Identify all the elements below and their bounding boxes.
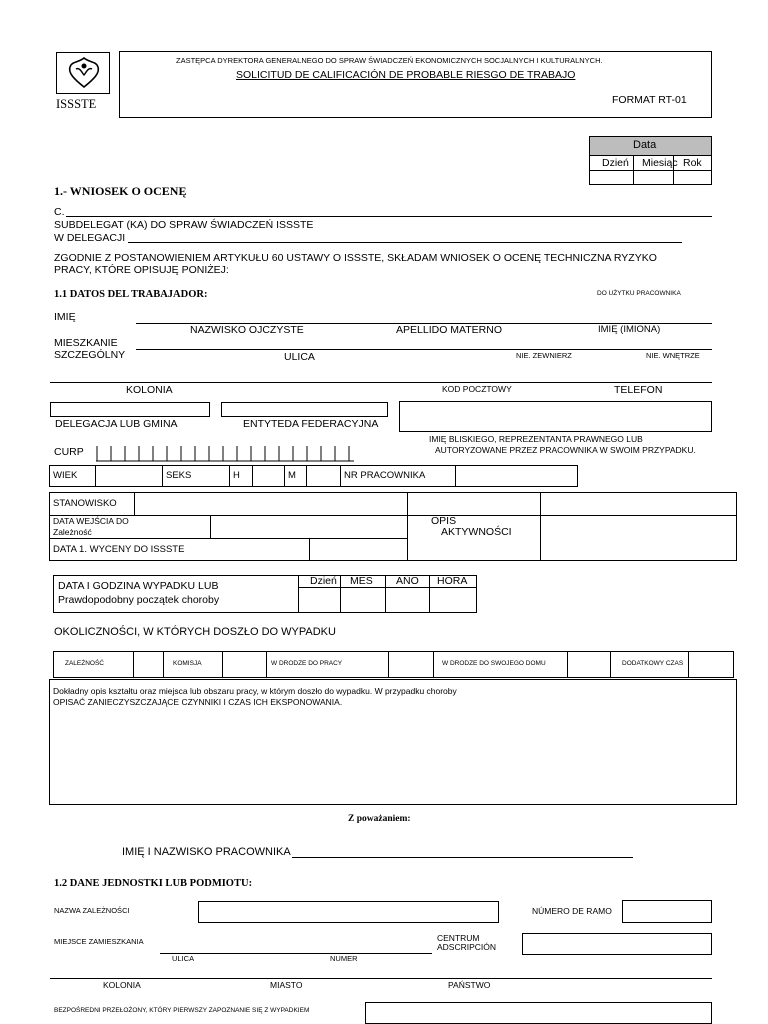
option-praca-label: W DRODZE DO PRACY (271, 660, 343, 667)
option-zaleznosc-checkbox[interactable] (134, 652, 162, 677)
circumstances-title: OKOLICZNOŚCI, W KTÓRYCH DOSZŁO DO WYPADKU (54, 626, 336, 638)
subdelegat-label: SUBDELEGAT (KA) DO SPRAW ŚWIADCZEŃ ISSSTE (54, 219, 314, 231)
curp-field[interactable] (96, 444, 354, 462)
centrum-label-2: ADSCRIPCIÓN (437, 942, 497, 952)
telefon-label: TELEFON (614, 384, 663, 396)
apellido-label: APELLIDO MATERNO (396, 324, 502, 336)
nazwa-field[interactable] (198, 901, 499, 923)
accident-hora-label: HORA (437, 575, 468, 587)
stanowisko-field[interactable] (135, 493, 406, 514)
section11-title: 1.1 DATOS DEL TRABAJADOR: (54, 289, 208, 300)
request-text: ZGODNIE Z POSTANOWIENIEM ARTYKUŁU 60 USTAWY O ISSSTE, SKŁADAM WNIOSEK O OCENĘ TECHNICZNA RYZYKO PRACY, KTÓRE OPISUJĘ PONIŻEJ: (54, 252, 657, 277)
option-komisja-label: KOMISJA (173, 660, 202, 667)
address-field-line[interactable] (136, 349, 712, 350)
kolonia-label-2: KOLONIA (103, 980, 141, 990)
accident-ano-label: AÑO (396, 575, 419, 587)
accident-label-2: Prawdopodobny początek choroby (58, 594, 220, 606)
nr-zewn-label: NIE. ZEWNIERZ (516, 351, 572, 360)
date-box-title: Data (633, 139, 657, 151)
seks-h-checkbox[interactable] (253, 466, 283, 486)
date-day-label: Dzień (602, 157, 629, 169)
date-day-field[interactable] (590, 171, 632, 184)
miejsce-label: MIEJSCE ZAMIESZKANIA (54, 937, 144, 946)
kolonia-field-line-2[interactable] (50, 978, 712, 979)
ulica-label: ULICA (284, 351, 315, 363)
accident-day-label: Dzień (310, 575, 337, 587)
option-zaleznosc-label: ZALEŻNOŚĆ (65, 660, 105, 667)
opis-field[interactable] (541, 493, 736, 560)
seks-h-label: H (233, 470, 240, 481)
section12-title: 1.2 DANE JEDNOSTKI LUB PODMIOTU: (54, 878, 253, 889)
accident-day-field[interactable] (299, 588, 339, 612)
mieszkanie-label: MIESZKANIE (54, 337, 118, 349)
kod-label: KOD POCZTOWY (442, 384, 512, 394)
section1-title: 1.- WNIOSEK O OCENĘ (54, 184, 187, 198)
kolonia-label: KOLONIA (126, 384, 173, 396)
date-year-label: Rok (683, 157, 702, 169)
c-label: C. (54, 206, 65, 218)
miasto-label: MIASTO (270, 980, 303, 990)
logo-box (54, 52, 114, 114)
data-wejscia-label: DATA WEJŚCIA DO (53, 516, 129, 526)
wiek-label: WIEK (53, 470, 78, 481)
nr-pracownika-label: NR PRACOWNIKA (344, 470, 426, 481)
curp-label: CURP (54, 446, 84, 458)
worker-name-label: IMIĘ I NAZWISKO PRACOWNIKA (122, 846, 291, 858)
imiona-label: IMIĘ (IMIONA) (598, 324, 661, 335)
seks-m-checkbox[interactable] (307, 466, 339, 486)
option-praca-checkbox[interactable] (389, 652, 432, 677)
data-wejscia-field[interactable] (211, 516, 406, 537)
seks-label: SEKS (166, 470, 192, 481)
numero-ramo-field[interactable] (622, 900, 712, 923)
centrum-field[interactable] (522, 933, 712, 955)
nazwisko-label: NAZWISKO OJCZYSTE (190, 324, 304, 336)
ulica-label-2: ULICA (172, 954, 195, 963)
accident-ano-field[interactable] (386, 588, 428, 612)
description-label-2: OPISAĆ ZANIECZYSZCZAJĄCE CZYNNIKI I CZAS ICH EKSPONOWANIA. (53, 697, 343, 707)
logo-text: ISSSTE (56, 97, 97, 111)
delegacji-field[interactable] (128, 242, 682, 243)
delegacji-label: W DELEGACJI (54, 232, 126, 244)
kolonia-field-line[interactable] (50, 382, 712, 383)
option-czas-label: DODATKOWY CZAS (622, 660, 684, 667)
przelozony-field[interactable] (365, 1002, 712, 1024)
miejsce-field-line[interactable] (160, 953, 432, 954)
worker-name-field[interactable] (292, 857, 633, 858)
entyteda-field[interactable] (221, 402, 388, 417)
option-dom-checkbox[interactable] (568, 652, 609, 677)
date-month-field[interactable] (634, 171, 672, 184)
header-title: SOLICITUD DE CALIFICACIÓN DE PROBABLE RIESGO DE TRABAJO (236, 69, 576, 81)
aktywnosci-label: AKTYWNOŚCI (441, 526, 512, 538)
accident-mes-field[interactable] (341, 588, 384, 612)
c-field[interactable] (66, 216, 712, 217)
delegacja-label: DELEGACJA LUB GMINA (55, 418, 178, 430)
nr-pracownika-field[interactable] (456, 466, 577, 486)
delegacja-field[interactable] (50, 402, 210, 417)
numer-label: NUMER (330, 954, 358, 963)
nr-wewn-label: NIE. WNĘTRZE (646, 351, 700, 360)
imie-label: IMIĘ (54, 311, 76, 323)
relative-label-1: IMIĘ BLISKIEGO, REPREZENTANTA PRAWNEGO LUB (429, 434, 643, 444)
accident-label-1: DATA I GODZINA WYPADKU LUB (58, 580, 219, 592)
szczegolny-label: SZCZEGÓLNY (54, 349, 126, 361)
opis-label: OPIS (431, 515, 457, 527)
relative-field[interactable] (399, 401, 712, 432)
wiek-field[interactable] (96, 466, 161, 486)
header-line1: ZASTĘPCA DYREKTORA GENERALNEGO DO SPRAW ŚWIADCZEŃ EKONOMICZNYCH SOCJALNYCH I KULTURALNYCH. (176, 56, 603, 65)
seks-m-label: M (288, 470, 296, 481)
date-month-label: Miesiąc (642, 157, 678, 169)
data-wyceny-label: DATA 1. WYCENY DO ISSSTE (53, 544, 185, 555)
option-czas-checkbox[interactable] (689, 652, 733, 677)
przelozony-label: BEZPOŚREDNI PRZEŁOŻONY, KTÓRY PIERWSZY ZAPOZNANIE SIĘ Z WYPADKIEM (54, 1007, 310, 1014)
issste-logo-icon (64, 55, 104, 91)
accident-hora-field[interactable] (430, 588, 476, 612)
stanowisko-label: STANOWISKO (53, 498, 117, 509)
centrum-label-1: CENTRUM (437, 933, 480, 943)
relative-label-2: AUTORYZOWANE PRZEZ PRACOWNIKA W SWOIM PRZYPADKU. (435, 445, 696, 455)
numero-ramo-label: NÚMERO DE RAMO (532, 906, 612, 916)
accident-mes-label: MES (350, 575, 373, 587)
worker-use-label: DO UŻYTKU PRACOWNIKA (597, 290, 681, 297)
option-dom-label: W DRODZE DO SWOJEGO DOMU (442, 660, 546, 667)
panstwo-label: PAŃSTWO (448, 980, 491, 990)
date-year-field[interactable] (674, 171, 711, 184)
regards-text: Z poważaniem: (348, 814, 411, 824)
entyteda-label: ENTYTEDA FEDERACYJNA (243, 418, 379, 430)
zaleznosc-label: Zależność (53, 527, 92, 537)
option-komisja-checkbox[interactable] (223, 652, 265, 677)
nazwa-label: NAZWA ZALEŻNOŚCI (54, 906, 130, 915)
description-label-1: Dokładny opis kształtu oraz miejsca lub obszaru pracy, w którym doszło do wypadku. W przypadku choroby (53, 686, 457, 696)
data-wyceny-field[interactable] (310, 539, 406, 560)
format-code: FORMAT RT-01 (612, 94, 687, 106)
